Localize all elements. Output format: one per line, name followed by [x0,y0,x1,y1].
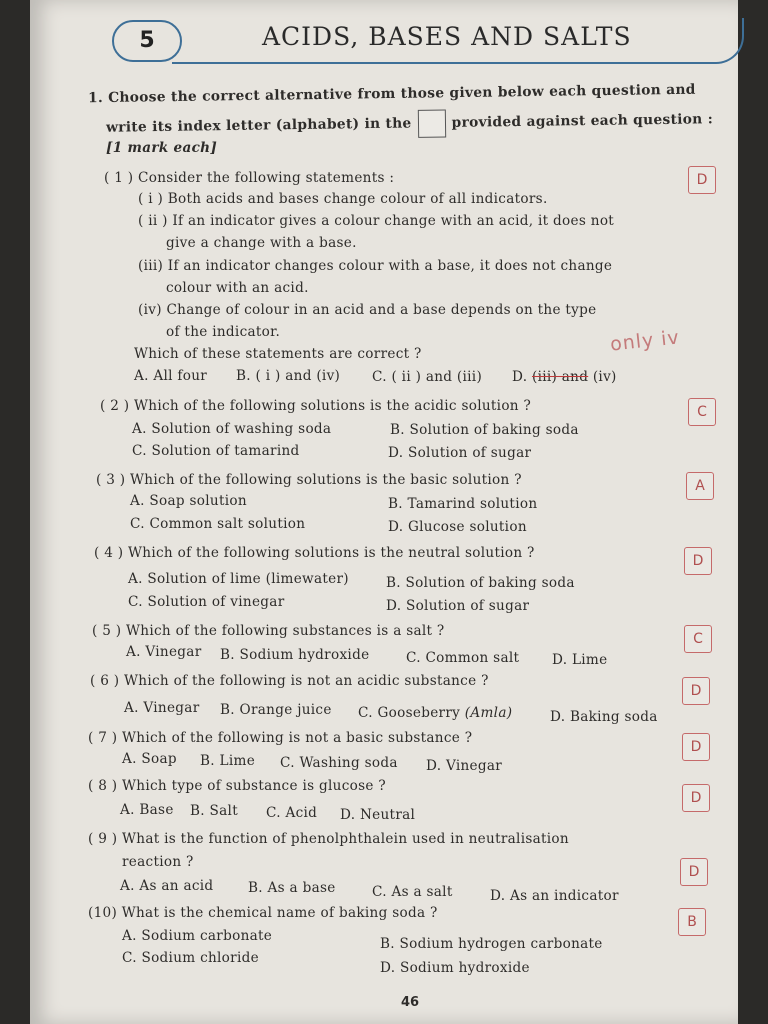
q8-option-a: A. Base [120,802,174,818]
q4-option-b: B. Solution of baking soda [386,575,575,591]
q6-option-b: B. Orange juice [220,702,332,718]
q7-option-b: B. Lime [200,753,256,769]
q1-option-d [512,369,617,385]
q4-option-a: A. Solution of lime (limewater) [128,571,349,587]
q8-option-b: B. Salt [190,803,238,819]
q4-answer-mark: D [684,547,712,575]
q3-option-d: D. Glucose solution [388,519,527,535]
q9-option-a: A. As an acid [120,878,214,894]
q5-option-a: A. Vinegar [126,644,202,660]
q3-option-b: B. Tamarind solution [388,496,538,512]
page-number: 46 [401,995,420,1010]
q4-option-c: C. Solution of vinegar [128,594,285,610]
q6-option-c-label: C. Gooseberry [358,705,461,721]
q2-option-c: C. Solution of tamarind [132,443,300,459]
q8-stem: ( 8 ) Which type of substance is glucose ? [88,778,386,794]
q6-stem: ( 6 ) Which of the following is not an acidic substance ? [90,673,489,689]
q1-answer-mark: D [688,166,716,194]
chapter-title: ACIDS, BASES AND SALTS [262,22,632,51]
answer-box-sample [417,109,445,137]
q3-option-a: A. Soap solution [130,493,247,509]
q1-statement-4-cont: of the indicator. [166,324,281,340]
textbook-page [30,0,738,1024]
q2-option-d: D. Solution of sugar [388,445,532,461]
q8-option-c: C. Acid [266,805,318,821]
chapter-header [112,18,744,64]
q1-option-d-rest: (iv) [592,369,617,385]
q9-option-d: D. As an indicator [490,888,619,904]
q3-option-c: C. Common salt solution [130,516,306,532]
q10-option-c: C. Sodium chloride [122,950,259,966]
q1-option-d-struck: (iii) and [531,369,589,385]
q7-option-d: D. Vinegar [426,758,503,774]
q2-option-a: A. Solution of washing soda [132,421,332,437]
q1-statement-4: (iv) Change of colour in an acid and a base depends on the type [138,302,597,318]
q9-option-c: C. As a salt [372,884,453,900]
q3-stem: ( 3 ) Which of the following solutions is the basic solution ? [96,472,522,488]
q8-answer-mark: D [682,784,710,812]
q10-option-a: A. Sodium carbonate [122,928,273,944]
q5-stem: ( 5 ) Which of the following substances is a salt ? [92,623,445,639]
q10-answer-mark: B [678,908,706,936]
q1-option-c: C. ( ii ) and (iii) [372,369,483,385]
q6-option-a: A. Vinegar [124,700,200,716]
instruction-text-a: write its index letter (alphabet) in the [105,115,412,136]
q7-answer-mark: D [682,733,710,761]
q7-option-c: C. Washing soda [280,755,398,771]
q9-stem: ( 9 ) What is the function of phenolphthalein used in neutralisation [88,831,569,847]
q5-answer-mark: C [684,625,712,653]
q1-question: Which of these statements are correct ? [134,346,422,362]
q1-option-a: A. All four [134,368,208,384]
q1-statement-1: ( i ) Both acids and bases change colour of all indicators. [138,191,548,207]
instruction-text-b: provided against each question : [451,111,714,131]
q6-answer-mark: D [682,677,710,705]
instruction-line-1: 1. Choose the correct alternative from those given below each question and [87,81,696,107]
q1-statement-3: (iii) If an indicator changes colour with a base, it does not change [138,258,613,274]
q1-stem: ( 1 ) Consider the following statements : [104,170,395,186]
q7-stem: ( 7 ) Which of the following is not a basic substance ? [88,730,473,746]
chapter-number: 5 [112,20,182,62]
q5-option-c: C. Common salt [406,650,520,666]
q2-stem: ( 2 ) Which of the following solutions is the acidic solution ? [100,398,532,414]
q1-statement-2: ( ii ) If an indicator gives a colour change with an acid, it does not [138,213,615,229]
q5-option-d: D. Lime [552,652,608,668]
q4-stem: ( 4 ) Which of the following solutions is the neutral solution ? [94,545,535,561]
marks-note: [1 mark each] [106,140,218,156]
q1-handwritten-note: only iv [609,326,681,356]
q1-option-b: B. ( i ) and (iv) [236,368,341,384]
q9-option-b: B. As a base [248,880,336,896]
q7-option-a: A. Soap [122,751,177,767]
q2-answer-mark: C [688,398,716,426]
q2-option-b: B. Solution of baking soda [390,422,579,438]
q1-option-d-label: D. [512,369,528,385]
q1-statement-3-cont: colour with an acid. [166,280,309,296]
q10-option-b: B. Sodium hydrogen carbonate [380,936,603,952]
q9-stem-cont: reaction ? [122,854,194,870]
q4-option-d: D. Solution of sugar [386,598,530,614]
q6-option-d: D. Baking soda [550,709,658,725]
q8-option-d: D. Neutral [340,807,416,823]
q6-option-c-italic: (Amla) [464,705,513,721]
q5-option-b: B. Sodium hydroxide [220,647,370,663]
q6-option-c [358,705,512,721]
q3-answer-mark: A [686,472,714,500]
q9-answer-mark: D [680,858,708,886]
q1-statement-2-cont: give a change with a base. [166,235,357,251]
q10-stem: (10) What is the chemical name of baking soda ? [88,905,438,921]
q10-option-d: D. Sodium hydroxide [380,960,530,976]
instruction-line-2 [106,106,713,142]
